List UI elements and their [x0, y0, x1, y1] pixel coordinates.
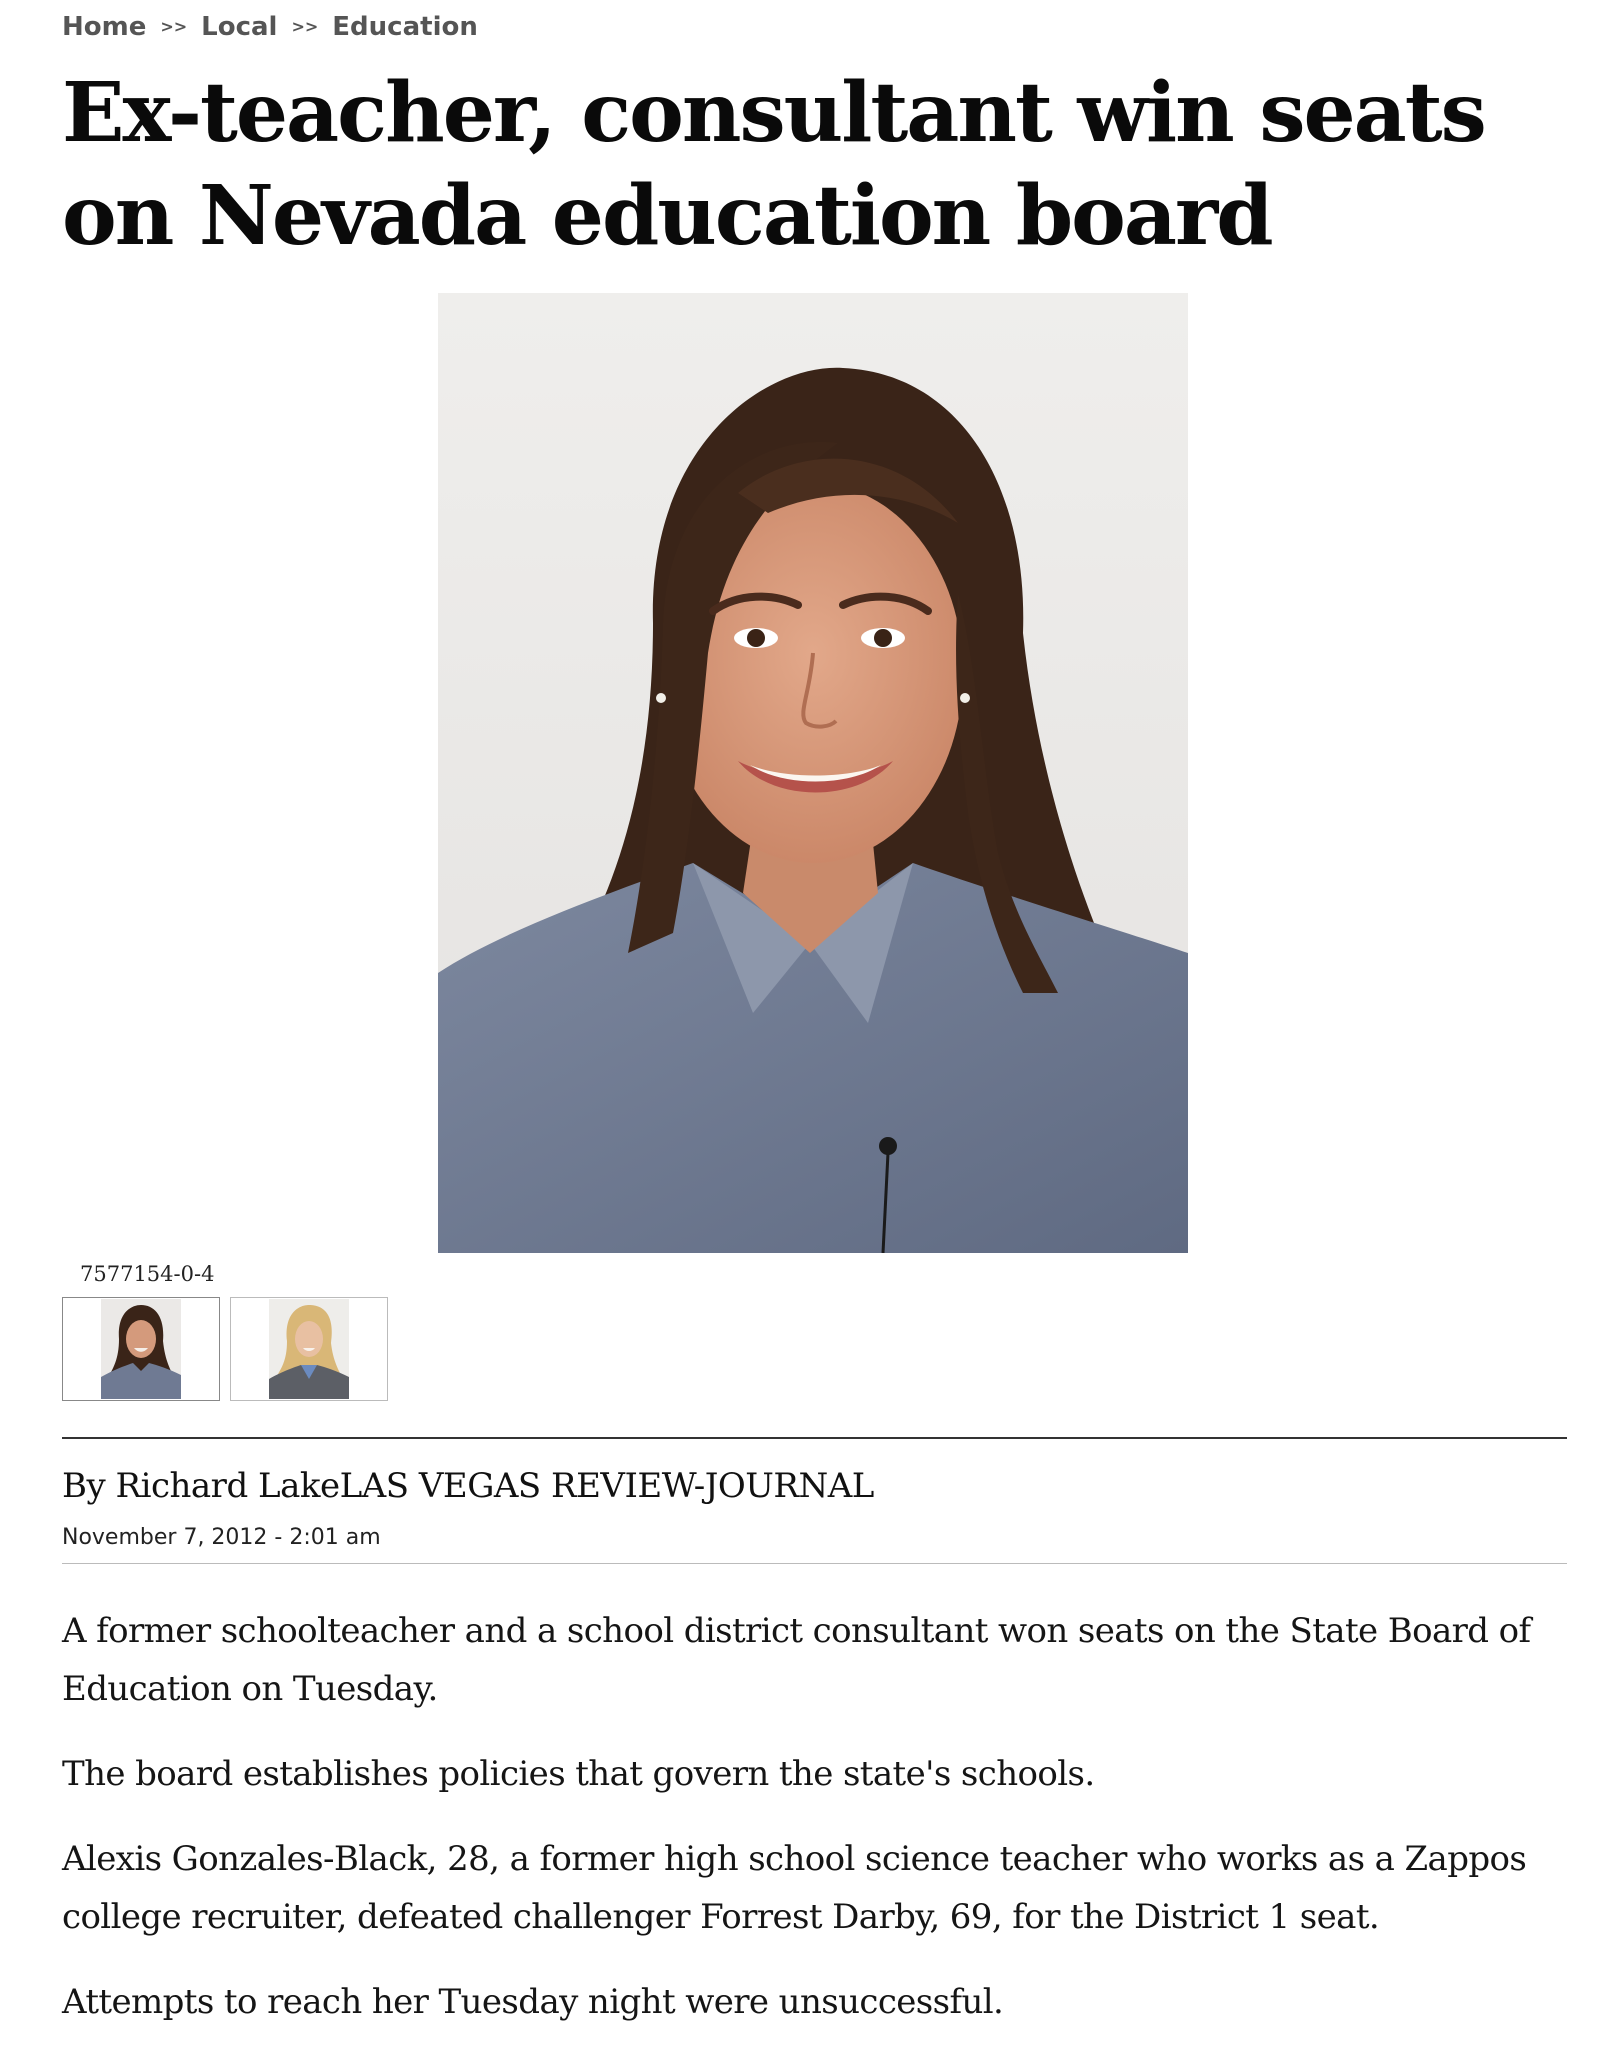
- publish-date: November 7, 2012 - 2:01 am: [62, 1525, 381, 1550]
- thumbnail-photo-2[interactable]: [230, 1297, 388, 1401]
- byline-divider-top: [62, 1437, 1567, 1439]
- breadcrumb-separator: >>: [291, 17, 319, 36]
- byline-author[interactable]: By Richard Lake: [62, 1466, 340, 1506]
- article-headline: Ex-teacher, consultant win seats on Nevada education board: [62, 65, 1485, 264]
- breadcrumb-local[interactable]: Local: [201, 12, 278, 42]
- breadcrumb-separator: >>: [160, 17, 188, 36]
- main-photo[interactable]: [438, 293, 1188, 1253]
- article-body: [62, 1602, 1562, 2058]
- body-paragraph: A former schoolteacher and a school district consultant won seats on the State Board of Education on Tuesday.: [62, 1611, 1531, 1709]
- body-paragraph: Alexis Gonzales-Black, 28, a former high school science teacher who works as a Zappos college recruiter, defeated challenger Forrest Darby, 69, for the District 1 seat.: [62, 1839, 1527, 1937]
- breadcrumb-home[interactable]: Home: [62, 12, 147, 42]
- portrait-image: [438, 293, 1188, 1253]
- byline-outlet: LAS VEGAS REVIEW-JOURNAL: [339, 1466, 874, 1506]
- body-paragraph: Attempts to reach her Tuesday night were unsuccessful.: [62, 1982, 1004, 2022]
- breadcrumb: [62, 12, 478, 42]
- photo-caption: 7577154-0-4: [80, 1262, 215, 1286]
- breadcrumb-education[interactable]: Education: [332, 12, 478, 42]
- byline: [62, 1466, 874, 1506]
- thumbnail-portrait-1: [101, 1299, 181, 1399]
- byline-divider-bottom: [62, 1563, 1567, 1564]
- thumbnail-portrait-2: [269, 1299, 349, 1399]
- body-paragraph: The board establishes policies that govern the state's schools.: [62, 1754, 1095, 1794]
- photo-thumbnails: [62, 1297, 388, 1401]
- thumbnail-photo-1[interactable]: [62, 1297, 220, 1401]
